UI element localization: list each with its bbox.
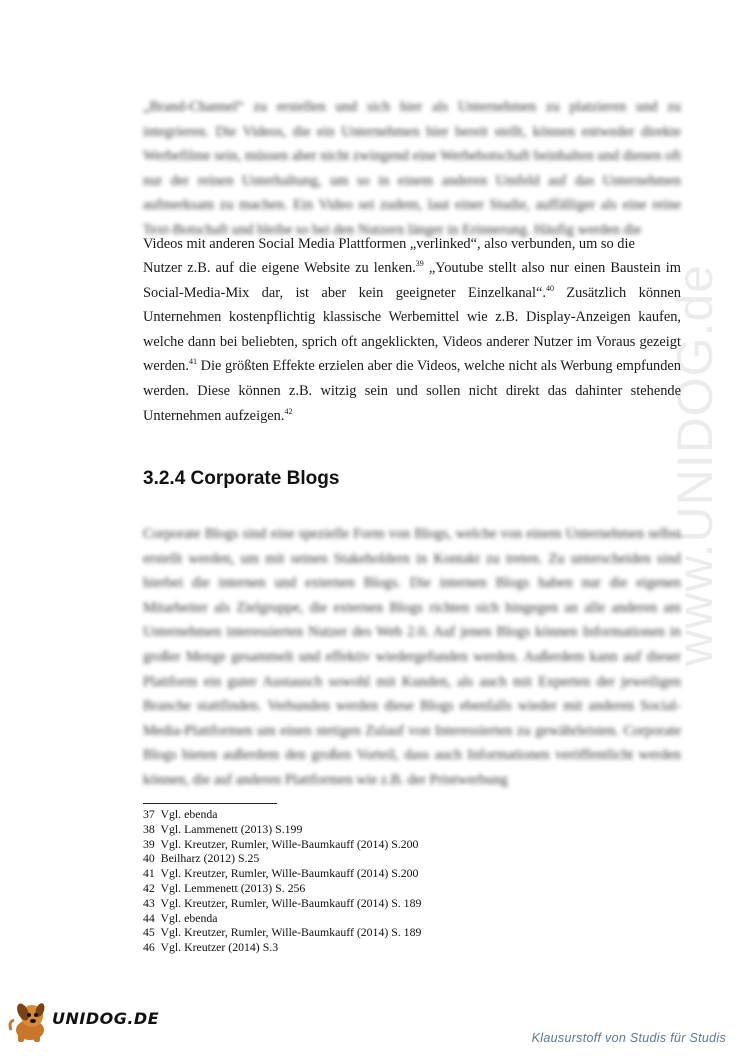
section-heading: 3.2.4 Corporate Blogs <box>143 468 340 489</box>
footnote-ref: 41 <box>188 357 197 367</box>
logo-text: UNIDOG.DE <box>52 1009 160 1028</box>
blurred-text: Corporate Blogs sind eine spezielle Form von Blogs, welche von einem Unternehmen selbst erstellt werden, um mit seinen Stakeholdern in Kontakt zu treten. Zu unterscheiden sind hierbei die internen und externen Blogs. Die internen Blogs haben nur die eigenen Mitarbeiter als Zielgruppe, die externen Blogs richten sich hingegen an alle anderen am Unternehmen interessierten Nutzer des Web 2.0. Auf jenen Blogs können Informationen in großer Menge gesammelt und effektiv wiedergefunden werden. Außerdem kann auf dieser Plattform ein guter Austausch sowohl mit Kunden, als auch mit Experten der jeweiligen Branche stattfinden. Verbunden werden diese Blogs ebenfalls wieder mit anderen Social-Media-Plattformen um einen stetigen Zulauf von Interessierten zu gewährleisten. Corporate Blogs bieten außerdem den großen Vorteil, dass auch Informationen veröffentlicht werden können, die auf anderen Plattformen wie z.B. der Printwerbung <box>143 526 681 788</box>
footnote-separator <box>143 803 277 804</box>
footnote: 39 Vgl. Kreutzer, Rumler, Wille-Baumkauff (2014) S.200 <box>143 836 419 851</box>
text-segment: „Youtube stellt also nur einen Baustein im <box>423 260 681 276</box>
text-segment: Social-Media-Mix dar, ist aber kein geeigneter Einzelkanal“. <box>143 284 546 301</box>
watermark: www.UNIDOG.de <box>667 264 723 666</box>
footnote: 46 Vgl. Kreutzer (2014) S.3 <box>143 940 279 955</box>
text-segment: Nutzer z.B. auf die eigene Website zu lenken. <box>143 260 416 276</box>
footnote: 37 Vgl. ebenda <box>143 807 218 821</box>
footnote: 45 Vgl. Kreutzer, Rumler, Wille-Baumkauff (2014) S. 189 <box>143 925 422 940</box>
footnote-list <box>143 807 421 955</box>
blurred-paragraph-bottom <box>143 522 681 796</box>
blurred-text: „Brand-Channel“ zu erstellen und sich hier als Unternehmen zu platzieren und zu integrieren. Die Videos, die ein Unternehmen hier bereit stellt, können entweder direkte Werbefilme sein, müssen aber nicht zwingend eine Werbebotschaft beinhalten und dienen oft nur der reinen Unterhaltung, um so in einem anderen Umfeld auf das Unternehmen aufmerksam zu machen. Ein Video sei zudem, laut einer Studie, auffälliger als eine reine Text-Botschaft und bleibe so bei den Nutzern länger in Erinnerung. Häufig werden die <box>143 99 681 238</box>
footnote: 38 Vgl. Lammenett (2013) S.199 <box>143 821 303 836</box>
dog-mascot-icon <box>8 1000 56 1044</box>
footnote-ref: 42 <box>284 406 293 416</box>
text-segment: Zusätzlich können Unternehmen kostenpflichtig klassische Werbemittel wie z.B. Display-Anzeigen kaufen, welche dann bei beliebten, sprich oft angeklickten, Videos anderer Nutzer im Voraus gezeigt werden. <box>143 284 681 375</box>
footnote: 44 Vgl. ebenda <box>143 910 218 925</box>
footnote: 42 Vgl. Lemmenett (2013) S. 256 <box>143 880 306 895</box>
visible-paragraph <box>143 232 681 428</box>
text-segment: Die größten Effekte erzielen aber die Videos, welche nicht als Werbung empfunden werden. Diese können z.B. witzig sein und sollen nicht direkt das dahinter stehende Unternehmen aufzeigen. <box>143 358 681 424</box>
footnote: 43 Vgl. Kreutzer, Rumler, Wille-Baumkauff (2014) S. 189 <box>143 895 422 910</box>
footnote-ref: 39 <box>415 259 424 269</box>
text-line: Videos mit anderen Social Media Plattformen „verlinked“, also verbunden, um so die <box>143 236 635 252</box>
partially-visible-line <box>143 232 681 256</box>
footer-tagline: Klausurstoff von Studis für Studis <box>531 1031 726 1045</box>
blurred-paragraph-top <box>143 95 681 255</box>
unidog-logo[interactable] <box>8 1000 158 1040</box>
footnote-ref: 40 <box>545 283 554 293</box>
footnote: 40 Beilharz (2012) S.25 <box>143 851 260 866</box>
footnote: 41 Vgl. Kreutzer, Rumler, Wille-Baumkauff (2014) S.200 <box>143 866 419 881</box>
